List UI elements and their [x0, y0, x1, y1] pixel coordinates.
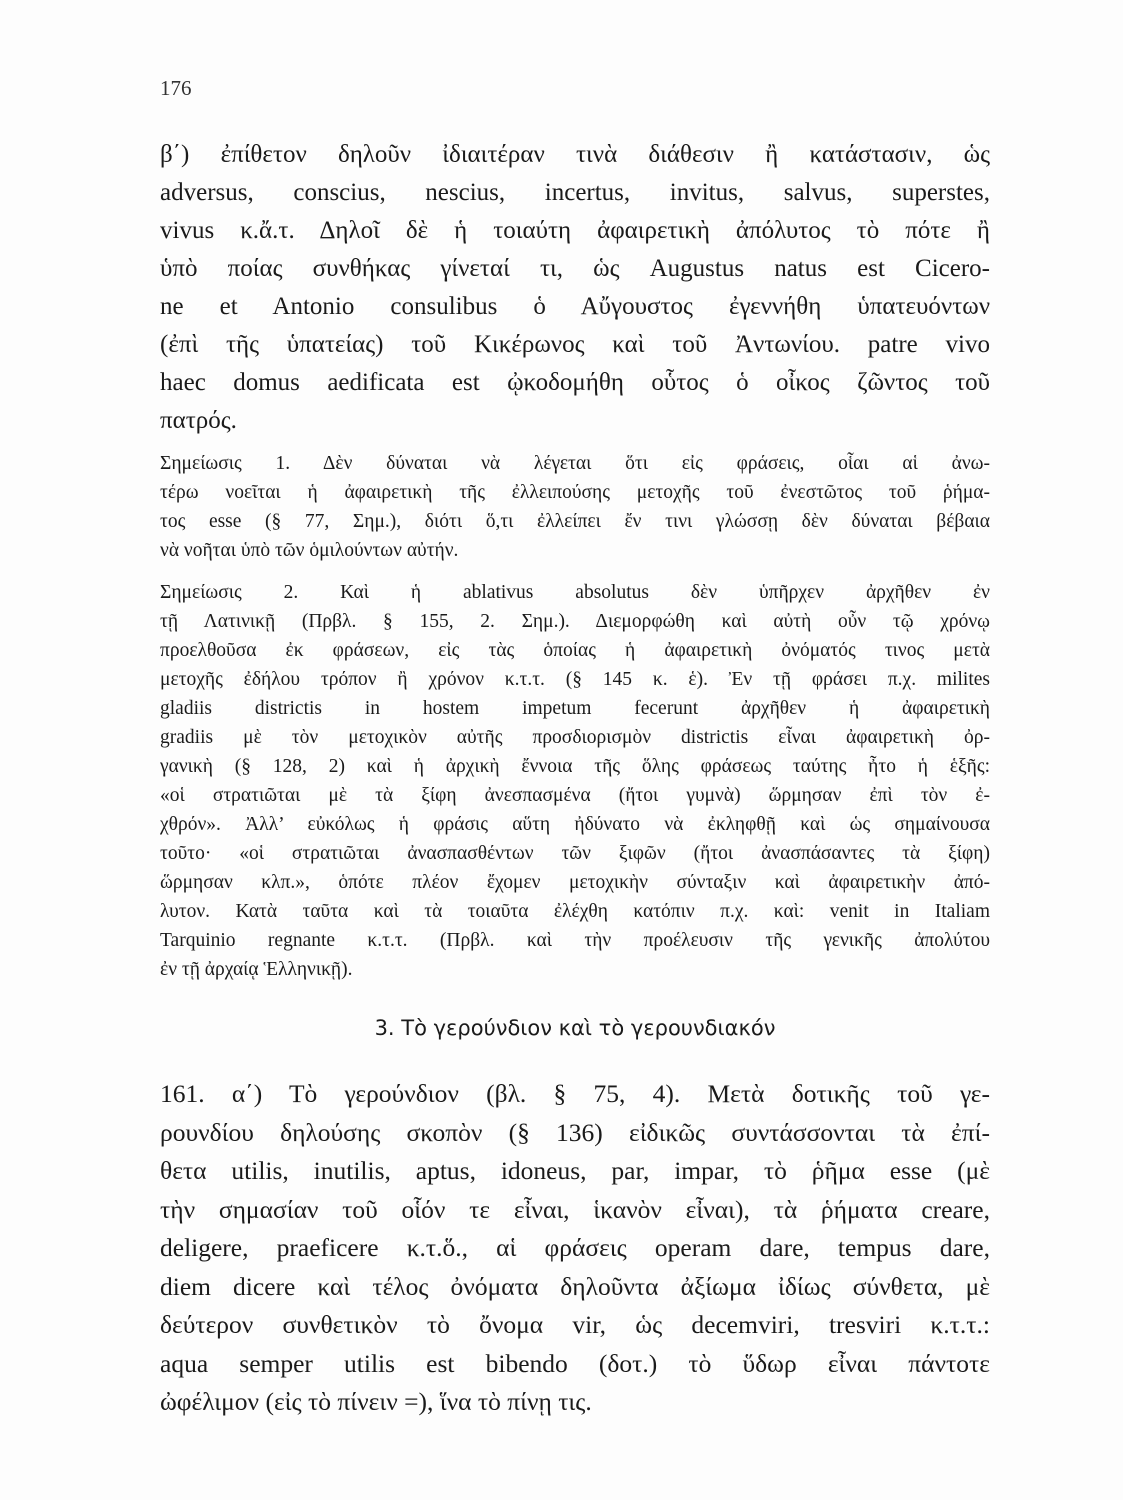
text-line: λυτον. Κατὰ ταῦτα καὶ τὰ τοιαῦτα ἐλέχθη κατόπιν π.χ. καὶ: venit in Italiam: [160, 901, 990, 922]
text-line: ρουνδίου δηλούσης σκοπὸν (§ 136) εἰδικῶς συντάσσονται τὰ ἐπί-: [160, 1117, 990, 1147]
text-line: προελθοῦσα ἐκ φράσεων, εἰς τὰς ὁποίας ἡ ἀφαιρετικὴ ὀνόματός τινος μετὰ: [160, 640, 990, 661]
text-line: ne et Antonio consulibus ὁ Αὔγουστος ἐγεννήθη ὑπατευόντων: [160, 293, 990, 320]
text-line: «οἱ στρατιῶται μὲ τὰ ξίφη ἀνεσπασμένα (ἤτοι γυμνὰ) ὥρμησαν ἐπὶ τὸν ἐ-: [160, 785, 990, 806]
text-line: ὑπὸ ποίας συνθήκας γίνεταί τι, ὡς Augustus natus est Cicero-: [160, 255, 990, 282]
paragraph-beta: [160, 136, 990, 440]
text-line: adversus, conscius, nescius, incertus, invitus, salvus, superstes,: [160, 179, 990, 206]
text-line: τοῦτο· «οἱ στρατιῶται ἀνασπασθέντων τῶν ξιφῶν (ἤτοι ἀνασπάσαντες τὰ ξίφη): [160, 843, 990, 864]
text-line: ἐν τῇ ἀρχαίᾳ Ἑλληνικῇ).: [160, 959, 353, 980]
text-line: μετοχῆς ἐδήλου τρόπον ἢ χρόνον κ.τ.τ. (§ 145 κ. ἑ). Ἐν τῇ φράσει π.χ. milites: [160, 669, 990, 690]
text-line: ὠφέλιμον (εἰς τὸ πίνειν =), ἵνα τὸ πίνῃ τις.: [160, 1387, 592, 1416]
text-line: τέρω νοεῖται ἡ ἀφαιρετικὴ τῆς ἐλλειπούσης μετοχῆς τοῦ ἐνεστῶτος τοῦ ῥήμα-: [160, 482, 990, 503]
text-line: gladiis districtis in hostem impetum fecerunt ἀρχῆθεν ἡ ἀφαιρετικὴ: [160, 698, 990, 719]
text-line: τὴν σημασίαν τοῦ οἷόν τε εἶναι, ἱκανὸν εἶναι), τὰ ῥήματα creare,: [160, 1194, 990, 1224]
section-heading: 3. Τὸ γερούνδιον καὶ τὸ γερουνδιακόν: [374, 1016, 776, 1040]
text-line: gradiis μὲ τὸν μετοχικὸν αὐτῆς προσδιορισμὸν districtis εἶναι ἀφαιρετικὴ ὀρ-: [160, 727, 990, 748]
text-line: χθρόν». Ἀλλ’ εὐκόλως ἡ φράσις αὕτη ἠδύνατο νὰ ἐκληφθῇ καὶ ὡς σημαίνουσα: [160, 814, 990, 835]
text-line: (ἐπὶ τῆς ὑπατείας) τοῦ Κικέρωνος καὶ τοῦ Ἀντωνίου. patre vivo: [160, 331, 990, 358]
text-line: haec domus aedificata est ᾠκοδομήθη οὗτος ὁ οἶκος ζῶντος τοῦ: [160, 369, 990, 396]
note-2: [160, 578, 990, 984]
text-line: τῇ Λατινικῇ (Πρβλ. § 155, 2. Σημ.). Διεμορφώθη καὶ αὐτὴ οὖν τῷ χρόνῳ: [160, 611, 990, 632]
text-line: νὰ νοῆται ὑπὸ τῶν ὁμιλούντων αὐτήν.: [160, 540, 459, 561]
text-line: deligere, praeficere κ.τ.ὅ., αἱ φράσεις operam dare, tempus dare,: [160, 1233, 990, 1262]
paragraph-161: [160, 1075, 990, 1422]
text-line: vivus κ.ἄ.τ. Δηλοῖ δὲ ἡ τοιαύτη ἀφαιρετικὴ ἀπόλυτος τὸ πότε ἢ: [160, 217, 990, 244]
text-line: aqua semper utilis est bibendo (δοτ.) τὸ ὕδωρ εἶναι πάντοτε: [160, 1348, 990, 1378]
text-line: δεύτερον συνθετικὸν τὸ ὄνομα vir, ὡς decemviri, tresviri κ.τ.τ.:: [160, 1310, 990, 1339]
text-line: diem dicere καὶ τέλος ὀνόματα δηλοῦντα ἀξίωμα ἰδίως σύνθετα, μὲ: [160, 1271, 990, 1301]
text-line: γανικὴ (§ 128, 2) καὶ ἡ ἀρχικὴ ἔννοια τῆς ὅλης φράσεως ταύτης ἦτο ἡ ἑξῆς:: [160, 756, 990, 777]
text-line: Tarquinio regnante κ.τ.τ. (Πρβλ. καὶ τὴν προέλευσιν τῆς γενικῆς ἀπολύτου: [160, 930, 990, 951]
text-line: πατρός.: [160, 407, 237, 434]
text-line: Σημείωσις 1. Δὲν δύναται νὰ λέγεται ὅτι εἰς φράσεις, οἷαι αἱ ἀνω-: [160, 453, 990, 474]
text-line: β΄) ἐπίθετον δηλοῦν ἰδιαιτέραν τινὰ διάθεσιν ἢ κατάστασιν, ὡς: [160, 141, 990, 168]
text-line: Σημείωσις 2. Καὶ ἡ ablativus absolutus δὲν ὑπῆρχεν ἀρχῆθεν ἐν: [160, 582, 990, 603]
note-1: [160, 449, 990, 565]
text-line: ὥρμησαν κλπ.», ὁπότε πλέον ἔχομεν μετοχικὴν σύνταξιν καὶ ἀφαιρετικὴν ἀπό-: [160, 872, 990, 893]
text-line: θετα utilis, inutilis, aptus, idoneus, par, impar, τὸ ῥῆμα esse (μὲ: [160, 1156, 990, 1185]
page-number: 176: [160, 76, 192, 100]
text-line: 161. α΄) Τὸ γερούνδιον (βλ. § 75, 4). Μετὰ δοτικῆς τοῦ γε-: [160, 1079, 990, 1108]
text-line: τος esse (§ 77, Σημ.), διότι ὅ,τι ἐλλείπει ἔν τινι γλώσσῃ δὲν δύναται βέβαια: [160, 511, 990, 532]
